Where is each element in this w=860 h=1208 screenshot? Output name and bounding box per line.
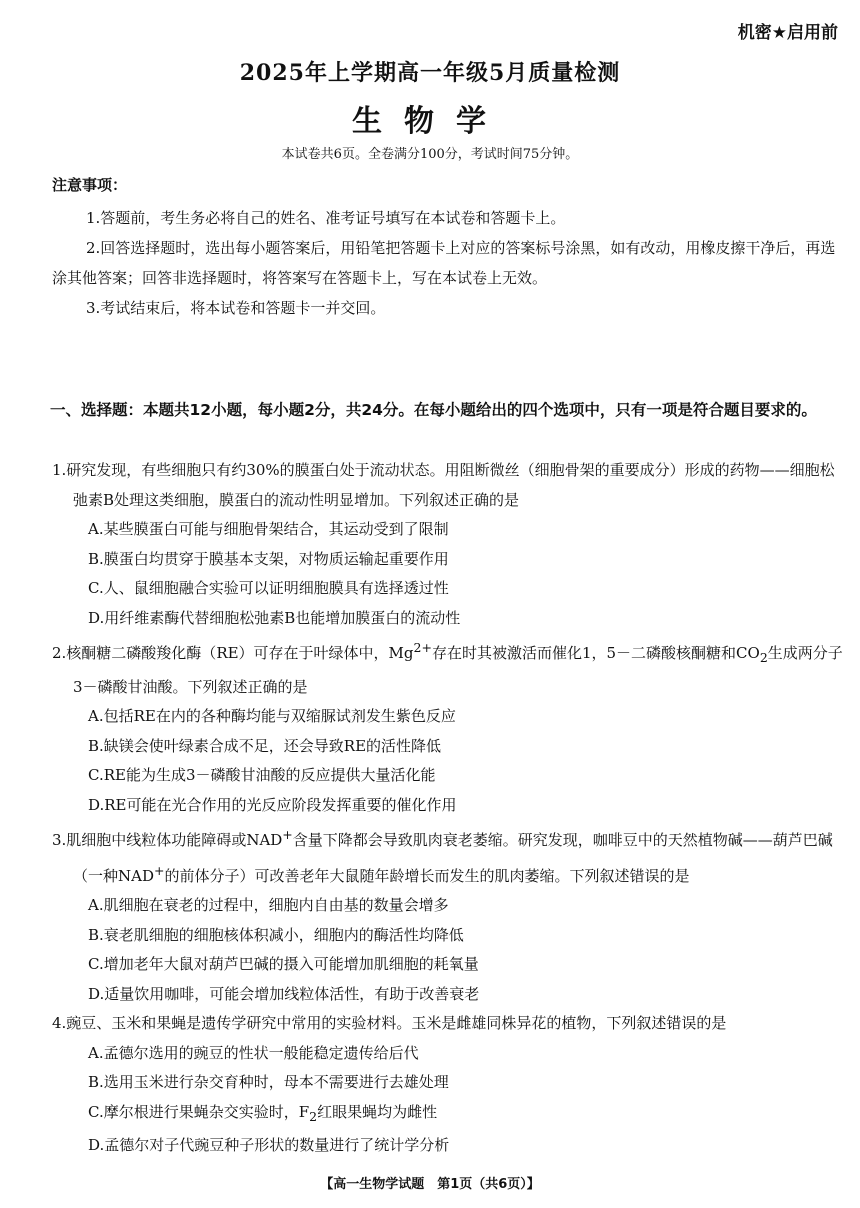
option-a: A.某些膜蛋白可能与细胞骨架结合，其运动受到了限制 <box>88 520 449 538</box>
subscript: 2 <box>309 1108 318 1124</box>
option-c: C.RE能为生成3－磷酸甘油酸的反应提供大量活化能 <box>88 766 436 784</box>
stem-text: 的前体分子）可改善老年大鼠随年龄增长而发生的肌肉萎缩。下列叙述错误的是 <box>164 866 690 885</box>
option-a: A.包括RE在内的各种酶均能与双缩脲试剂发生紫色反应 <box>88 707 456 725</box>
option-text: C.摩尔根进行果蝇杂交实验时，F <box>88 1102 310 1121</box>
subject-title: 生物学 <box>352 104 508 139</box>
stem-text: 含量下降都会导致肌肉衰老萎缩。研究发现，咖啡豆中的天然植物碱——葫芦巴碱（一种NAD <box>73 831 833 885</box>
option-c <box>52 1098 847 1132</box>
exam-info: 本试卷共6页。全卷满分100分，考试时间75分钟。 <box>281 147 579 162</box>
question-4 <box>52 1009 847 1161</box>
option-a: A.肌细胞在衰老的过程中，细胞内自由基的数量会增多 <box>88 896 449 914</box>
stem-text: 2.核酮糖二磷酸羧化酶（RE）可存在于叶绿体中，Mg <box>52 644 414 662</box>
option-b: B.衰老肌细胞的细胞核体积减小，细胞内的酶活性均降低 <box>88 925 464 944</box>
question-2 <box>52 633 847 820</box>
question-1 <box>52 456 847 633</box>
notice-item: 1.答题前，考生务必将自己的姓名、准考证号填写在本试卷和答题卡上。 <box>86 209 566 227</box>
notice-item: 2.回答选择题时，选出每小题答案后，用铅笔把答题卡上对应的答案标号涂黑，如有改动，用橡皮擦干净后，再选涂其他答案；回答非选择题时，将答案写在答题卡上，写在本试卷上无效。 <box>52 239 836 287</box>
question-stem: 4.豌豆、玉米和果蝇是遗传学研究中常用的实验材料。玉米是雌雄同株异花的植物，下列叙述错误的是 <box>52 1014 727 1032</box>
section-header: 一、选择题：本题共12小题，每小题2分，共24分。在每小题给出的四个选项中，只有一项是符合题目要求的。 <box>50 401 817 419</box>
question-stem <box>52 820 847 891</box>
stem-text: 生成两分子3－磷酸甘油酸。下列叙述正确的是 <box>73 644 843 696</box>
option-c: C.人、鼠细胞融合实验可以证明细胞膜具有选择透过性 <box>88 579 449 597</box>
stem-text: 3.肌细胞中线粒体功能障碍或NAD <box>52 831 283 849</box>
notice-list <box>52 203 842 323</box>
subscript: 2 <box>759 650 768 665</box>
option-text: 红眼果蝇均为雌性 <box>317 1102 438 1121</box>
question-list <box>52 456 847 1161</box>
option-b: B.膜蛋白均贯穿于膜基本支架，对物质运输起重要作用 <box>88 549 449 568</box>
question-3 <box>52 820 847 1009</box>
exam-title: 2025年上学期高一年级5月质量检测 <box>239 60 621 86</box>
question-stem: 1.研究发现，有些细胞只有约30%的膜蛋白处于流动状态。用阻断微丝（细胞骨架的重要成分）形成的药物——细胞松弛素B处理这类细胞，膜蛋白的流动性明显增加。下列叙述正确的是 <box>52 461 835 509</box>
option-a: A.孟德尔选用的豌豆的性状一般能稳定遗传给后代 <box>88 1043 419 1062</box>
notice-item: 3.考试结束后，将本试卷和答题卡一并交回。 <box>86 299 386 317</box>
question-stem <box>52 633 847 702</box>
superscript: 2+ <box>413 640 432 655</box>
option-c: C.增加老年大鼠对葫芦巴碱的摄入可能增加肌细胞的耗氧量 <box>88 955 479 973</box>
option-d: D.RE可能在光合作用的光反应阶段发挥重要的催化作用 <box>88 795 457 814</box>
superscript: + <box>153 862 165 878</box>
option-b: B.缺镁会使叶绿素合成不足，还会导致RE的活性降低 <box>88 736 442 755</box>
option-d: D.孟德尔对子代豌豆种子形状的数量进行了统计学分析 <box>88 1136 450 1154</box>
page-footer: 【高一生物学试题 第1页（共6页）】 <box>320 1177 540 1192</box>
confidential-label: 机密★启用前 <box>737 23 838 43</box>
superscript: + <box>282 827 293 842</box>
notice-title: 注意事项： <box>52 176 128 194</box>
stem-text: 存在时其被激活而催化1，5－二磷酸核酮糖和CO <box>431 644 760 662</box>
option-d: D.用纤维素酶代替细胞松弛素B也能增加膜蛋白的流动性 <box>88 608 461 627</box>
option-d: D.适量饮用咖啡，可能会增加线粒体活性，有助于改善衰老 <box>88 984 480 1003</box>
option-b: B.选用玉米进行杂交育种时，母本不需要进行去雄处理 <box>88 1073 449 1091</box>
